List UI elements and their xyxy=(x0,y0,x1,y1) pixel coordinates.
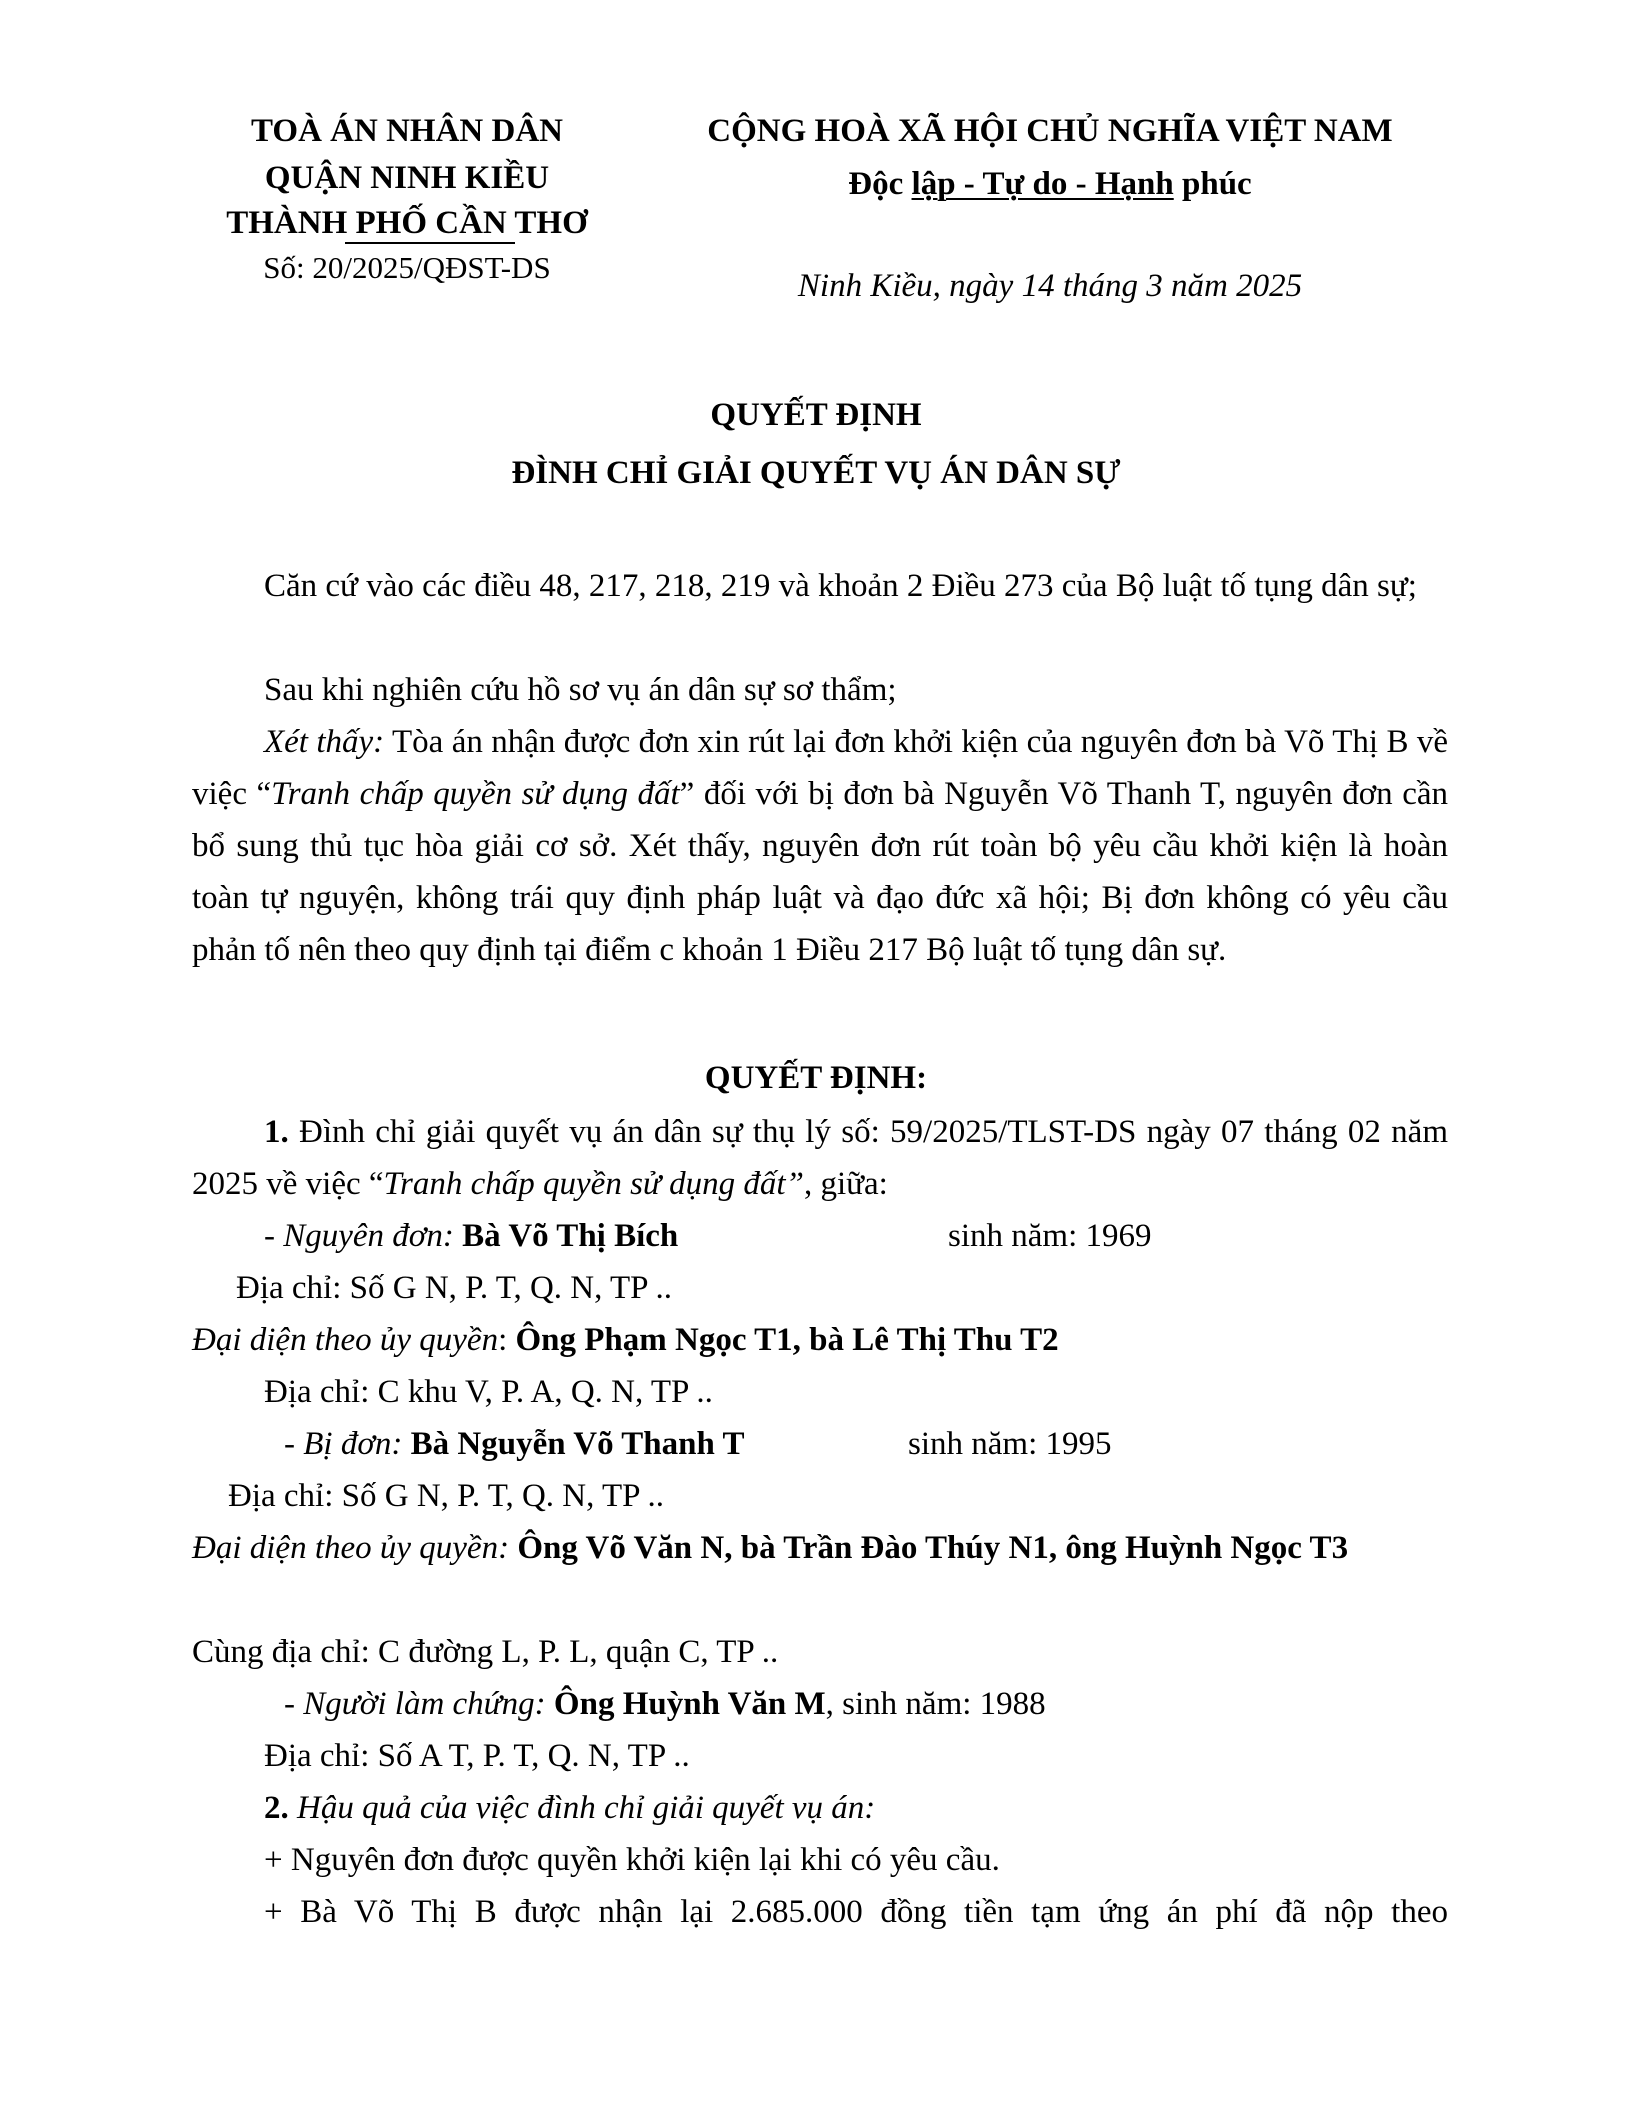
review-paragraph: Sau khi nghiên cứu hồ sơ vụ án dân sự sơ thẩm; xyxy=(264,672,897,708)
defendant-rep-address: Cùng địa chỉ: C đường L, P. L, quận C, TP .. xyxy=(192,1634,779,1670)
document-subtitle: ĐÌNH CHỈ GIẢI QUYẾT VỤ ÁN DÂN SỰ xyxy=(511,455,1121,491)
plaintiff-rep-names: Ông Phạm Ngọc T1, bà Lê Thị Thu T2 xyxy=(515,1322,1059,1358)
defendant-label: - Bị đơn: xyxy=(284,1426,403,1462)
defendant-representative xyxy=(192,1522,1448,1574)
court-header-underline xyxy=(345,242,515,244)
witness-birth-year: , sinh năm: 1988 xyxy=(825,1686,1046,1722)
findings-case-type: Tranh chấp quyền sử dụng đất xyxy=(271,776,680,812)
item1-case-type: Tranh chấp quyền sử dụng đất” xyxy=(383,1166,804,1202)
consequence-2: + Bà Võ Thị B được nhận lại 2.685.000 đồng tiền tạm ứng án phí đã nộp theo xyxy=(264,1894,1448,1930)
defendant-address: Địa chỉ: Số G N, P. T, Q. N, TP .. xyxy=(228,1478,665,1514)
witness-line xyxy=(284,1678,1046,1730)
plaintiff-birth-year: sinh năm: 1969 xyxy=(948,1218,1152,1254)
plaintiff-label: - Nguyên đơn: xyxy=(264,1218,454,1254)
findings-text-a: Tòa án nhận được đơn xin rút lại đơn khởi kiện của nguyên đơn bà Võ Thị B về việc “ xyxy=(192,724,1449,812)
motto-part3: phúc xyxy=(1173,166,1252,202)
national-motto xyxy=(660,166,1440,203)
document-title: QUYẾT ĐỊNH xyxy=(710,397,922,433)
decision-item-2 xyxy=(264,1782,875,1834)
court-name-line1: TOÀ ÁN NHÂN DÂN xyxy=(251,113,563,149)
motto-part2: lập - Tự do - Hạnh xyxy=(911,166,1174,202)
witness-label: - Người làm chứng: xyxy=(284,1686,546,1722)
plaintiff-rep-colon: : xyxy=(498,1322,516,1358)
item1-text-a: Đình chỉ giải quyết vụ án dân sự thụ lý số: 59/2025/TLST-DS ngày 07 tháng 02 năm 2025 về việc “ xyxy=(192,1114,1448,1202)
plaintiff-address: Địa chỉ: Số G N, P. T, Q. N, TP .. xyxy=(236,1270,673,1306)
motto-part1: Độc xyxy=(848,166,912,202)
document-number: Số: 20/2025/QĐST-DS xyxy=(263,250,551,285)
court-name-line3: THÀNH PHỐ CẦN THƠ xyxy=(226,205,588,241)
item1-text-b: , giữa: xyxy=(803,1166,888,1202)
court-name-line2: QUẬN NINH KIỀU xyxy=(264,160,550,196)
plaintiff-rep-label: Đại diện theo ủy quyền xyxy=(192,1322,499,1358)
defendant-rep-label: Đại diện theo ủy quyền: xyxy=(192,1530,510,1566)
findings-paragraph xyxy=(192,716,1448,976)
decision-heading: QUYẾT ĐỊNH: xyxy=(704,1060,928,1096)
defendant-line xyxy=(284,1418,745,1470)
defendant-name: Bà Nguyễn Võ Thanh T xyxy=(410,1426,745,1462)
defendant-rep-names: Ông Võ Văn N, bà Trần Đào Thúy N1, ông Huỳnh Ngọc T3 xyxy=(517,1530,1349,1566)
item2-number: 2. xyxy=(264,1790,289,1826)
plaintiff-representative xyxy=(192,1314,1059,1366)
witness-address: Địa chỉ: Số A T, P. T, Q. N, TP .. xyxy=(264,1738,690,1774)
plaintiff-line xyxy=(264,1210,678,1262)
consequence-1: + Nguyên đơn được quyền khởi kiện lại khi có yêu cầu. xyxy=(264,1842,1000,1878)
item1-number: 1. xyxy=(264,1114,289,1150)
plaintiff-rep-address: Địa chỉ: C khu V, P. A, Q. N, TP .. xyxy=(264,1374,713,1410)
decision-item-1 xyxy=(192,1106,1448,1210)
item2-text: Hậu quả của việc đình chỉ giải quyết vụ án: xyxy=(297,1790,876,1826)
national-title: CỘNG HOÀ XÃ HỘI CHỦ NGHĨA VIỆT NAM xyxy=(707,113,1393,149)
place-and-date: Ninh Kiều, ngày 14 tháng 3 năm 2025 xyxy=(797,268,1303,304)
witness-name: Ông Huỳnh Văn M xyxy=(553,1686,826,1722)
plaintiff-name: Bà Võ Thị Bích xyxy=(462,1218,679,1254)
findings-text-b: ” đối với bị đơn bà Nguyễn Võ Thanh T, nguyên đơn cần bổ sung thủ tục hòa giải cơ sở. Xét thấy, nguyên đơn rút toàn bộ yêu cầu khởi kiện là hoàn toàn tự nguyện, không trái quy định pháp luật và đạo đức xã hội; Bị đơn không có yêu cầu phản tố nên theo quy định tại điểm c khoản 1 Điều 217 Bộ luật tố tụng dân sự. xyxy=(192,776,1448,968)
findings-label: Xét thấy: xyxy=(264,724,385,760)
defendant-birth-year: sinh năm: 1995 xyxy=(908,1426,1112,1462)
legal-basis-paragraph: Căn cứ vào các điều 48, 217, 218, 219 và khoản 2 Điều 273 của Bộ luật tố tụng dân sự; xyxy=(264,568,1417,604)
